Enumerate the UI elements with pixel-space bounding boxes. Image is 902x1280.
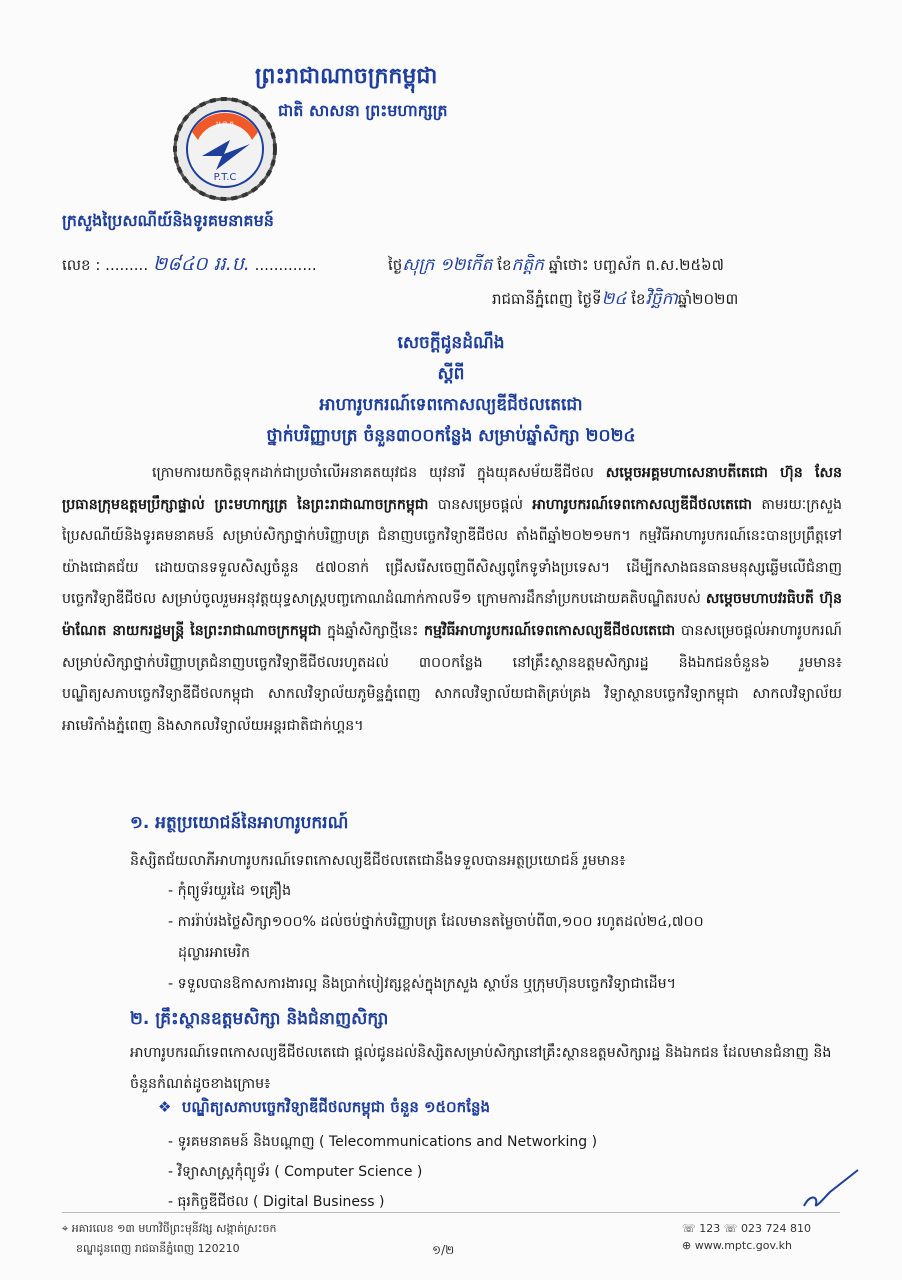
program-item: - ទូរគមនាគមន៍ និងបណ្តាញ ( Telecommunications and Networking ) [168,1134,598,1150]
phone-short: 123 [699,1222,721,1235]
title-line3: អាហារូបករណ៍ទេពកោសល្យឌីជីថលតេជោ [319,395,583,415]
institution-name: បណ្ឌិត្យសភាបច្ចេកវិទ្យាឌីជីថលកម្ពុជា ចំនួន ១៥០កន្លែង [181,1098,491,1116]
footer-contact [682,1222,811,1252]
ministry-name: ក្រសួងប្រៃសណីយ៍និងទូរគមនាគមន៍ [62,211,274,230]
page-number: ១/២ [432,1243,455,1257]
intro-text-1: ក្រោមការយកចិត្តទុកដាក់ជាប្រចាំលើអនាគតយុវជន យុវនារី ក្នុងយុគសម័យឌីជីថល [152,465,606,481]
gregorian-date [492,288,738,313]
notice-title [0,332,902,456]
section1-benefits-list [168,876,848,1000]
intro-bold-4: កម្មវិធីអាហារូបករណ៍ទេពកោសល្យឌីជីថលតេជោ [423,622,676,639]
logo-top-text: ប.ព.ក [216,120,234,128]
lunar-date-prefix: ថ្ងៃ [388,256,403,274]
lunar-month-prefix: ខែ [497,256,512,274]
intro-bold-3: សម្តេចមហាបវរធិបតី ហ៊ុន ម៉ាណែត នាយករដ្ឋមន្ត្រី នៃព្រះរាជាណាចក្រកម្ពុជា [62,591,842,639]
section2-heading: ២. គ្រឹះស្ថានឧត្តមសិក្សា និងជំនាញសិក្សា [130,1009,389,1029]
program-item: - វិទ្យាសាស្ត្រកុំព្យូទ័រ ( Computer Science ) [168,1164,423,1180]
section1-intro: និស្សិតជ័យលាភីអាហារូបករណ៍ទេពកោសល្យឌីជីថលតេជោនឹងទទួលបានអត្ថប្រយោជន៍ រួមមាន៖ [130,853,626,869]
phone-icon: ☏ [723,1222,742,1235]
benefit-item: - ការរ៉ាប់រងថ្លៃសិក្សា១០០% ដល់ចប់ថ្នាក់បរិញ្ញាបត្រ ដែលមានតម្លៃចាប់ពី៣,១០០ រហូតដល់២៤,៧០០ [168,914,704,930]
phone-number: 023 724 810 [741,1222,812,1235]
kingdom-header [0,62,902,124]
program-item: - ធុរកិច្ចឌីជីថល ( Digital Business ) [168,1194,385,1210]
title-line2: ស្តីពី [437,364,465,384]
logo-text: P.T.C [213,172,237,183]
greg-year: ឆ្នាំ២០២៣ [677,290,739,308]
ref-label: លេខ : [62,256,101,274]
signature-initial [796,1166,866,1210]
section1-heading: ១. អត្ថប្រយោជន៍នៃអាហារូបករណ៍ [130,813,349,833]
ministry-logo [172,96,278,202]
intro-text-2: បានសម្រេចផ្តល់ [428,496,533,513]
intro-bold-2: អាហារូបករណ៍ទេពកោសល្យឌីជីថលតេជោ [532,496,753,513]
kingdom-title: ព្រះរាជាណាចក្រកម្ពុជា [255,64,438,89]
national-motto: ជាតិ សាសនា ព្រះមហាក្សត្រ [278,101,448,120]
lunar-date [388,254,724,279]
ref-number-handwritten: ២៨៤០ ររ.ប. [152,253,250,275]
title-line1: សេចក្តីជូនដំណឹង [397,333,505,353]
intro-text-3: តាមរយៈក្រសួងប្រៃសណីយ៍និងទូរគមនាគមន៍ សម្រាប់សិក្សាថ្នាក់បរិញ្ញាបត្រ ជំនាញបច្ចេកវិទ្យាឌីជីថល តាំងពីឆ្នាំ២០២១មក។ កម្មវិធីអាហារូបករណ៍នេះបានប្រព្រឹត្តទៅយ៉ាងជោគជ័យ ដោយបានទទួលសិស្សចំនួន ៥៧០នាក់ ជ្រើសរើសចេញពីសិស្សពូកែទូទាំងប្រទេស។ ដើម្បីកសាងធនធានមនុស្សឆ្លើមលើជំនាញបច្ចេកវិទ្យាឌីជីថល សម្រាប់ចូលរួមអនុវត្តយុទ្ធសាស្ត្របញ្ចកោណដំណាក់កាលទី១ ក្រោមការដឹកនាំប្រកបដោយគតិបណ្ឌិតរបស់ [62,496,842,608]
diamond-bullet-icon: ❖ [158,1098,182,1116]
location-pin-icon: ⌖ [62,1222,72,1235]
phone-icon: ☏ [682,1222,700,1235]
intro-paragraph [62,458,842,742]
greg-day: ២៤ [601,289,627,309]
intro-text-5: បានសម្រេចផ្តល់អាហារូបករណ៍សម្រាប់សិក្សាថ្នាក់បរិញ្ញាបត្រជំនាញបច្ចេកវិទ្យាឌីជីថលរហូតដល់ ៣០០កន្លែង នៅគ្រឹះស្ថានឧត្តមសិក្សារដ្ឋ និងឯកជនចំនួន៦ រួមមាន៖ បណ្ឌិត្យសភាបច្ចេកវិទ្យាឌីជីថលកម្ពុជា សាកលវិទ្យាល័យភូមិន្ទភ្នំពេញ សាកលវិទ្យាល័យជាតិគ្រប់គ្រង វិទ្យាស្ថានបច្ចេកវិទ្យាកម្ពុជា សាកលវិទ្យាល័យអាមេរិកាំងភ្នំពេញ និងសាកលវិទ្យាល័យអន្តរជាតិជាក់ហ្គន។ [62,622,842,734]
lunar-year: ឆ្នាំថោះ បញ្ចស័ក ព.ស.២៥៦៧ [548,256,724,274]
website-link[interactable]: www.mptc.gov.kh [694,1239,792,1252]
reference-number [62,252,317,280]
institution-heading [158,1098,490,1120]
title-line4: ថ្នាក់បរិញ្ញាបត្រ ចំនួន៣០០កន្លែង សម្រាប់ឆ្នាំសិក្សា ២០២៤ [266,426,636,446]
greg-month-prefix: ខែ [631,290,646,308]
benefit-item: - កុំព្យូទ័រយួរដៃ ១គ្រឿង [168,883,292,899]
globe-icon: ⊕ [682,1239,695,1252]
lunar-month: កត្តិក [511,255,544,275]
footer-address [62,1222,277,1258]
address-line2: ខណ្ឌដូនពេញ រាជធានីភ្នំពេញ 120210 [76,1242,240,1255]
intro-text-4: ក្នុងឆ្នាំសិក្សាថ្មីនេះ [321,622,424,639]
greg-date-prefix: រាជធានីភ្នំពេញ ថ្ងៃទី [492,290,602,308]
greg-month: វិច្ឆិកា [645,289,678,309]
address-line1: អគារលេខ ១៣ មហាវិថីព្រះមុនីវង្ស សង្កាត់ស្រះចក [71,1222,277,1235]
ref-dots-after: ............. [254,256,317,274]
lunar-day: សុក្រ ១២កើត [402,255,493,275]
footer-divider [62,1212,840,1213]
benefit-item: - ទទួលបានឱកាសការងារល្អ និងប្រាក់បៀវត្សខ្ពស់ក្នុងក្រសួង ស្ថាប័ន ឬក្រុមហ៊ុនបច្ចេកវិទ្យាជាដើម។ [168,976,676,992]
intro-bold-1: សម្តេចអគ្គមហាសេនាបតីតេជោ ហ៊ុន សែន ប្រធានក្រុមឧត្តមប្រឹក្សាផ្ទាល់ ព្រះមហាក្សត្រ នៃព្រះរាជាណាចក្រកម្ពុជា [62,465,843,513]
section2-intro: អាហារូបករណ៍ទេពកោសល្យឌីជីថលតេជោ ផ្តល់ជូនដល់និស្សិតសម្រាប់សិក្សានៅគ្រឹះស្ថានឧត្តមសិក្សារដ្ឋ និងឯកជន ដែលមានជំនាញ និងចំនួនកំណត់ដូចខាងក្រោម៖ [130,1045,832,1092]
ref-dots-before: ......... [105,256,149,274]
benefit-item-continuation: ដុល្លារអាមេរិក [178,945,251,961]
